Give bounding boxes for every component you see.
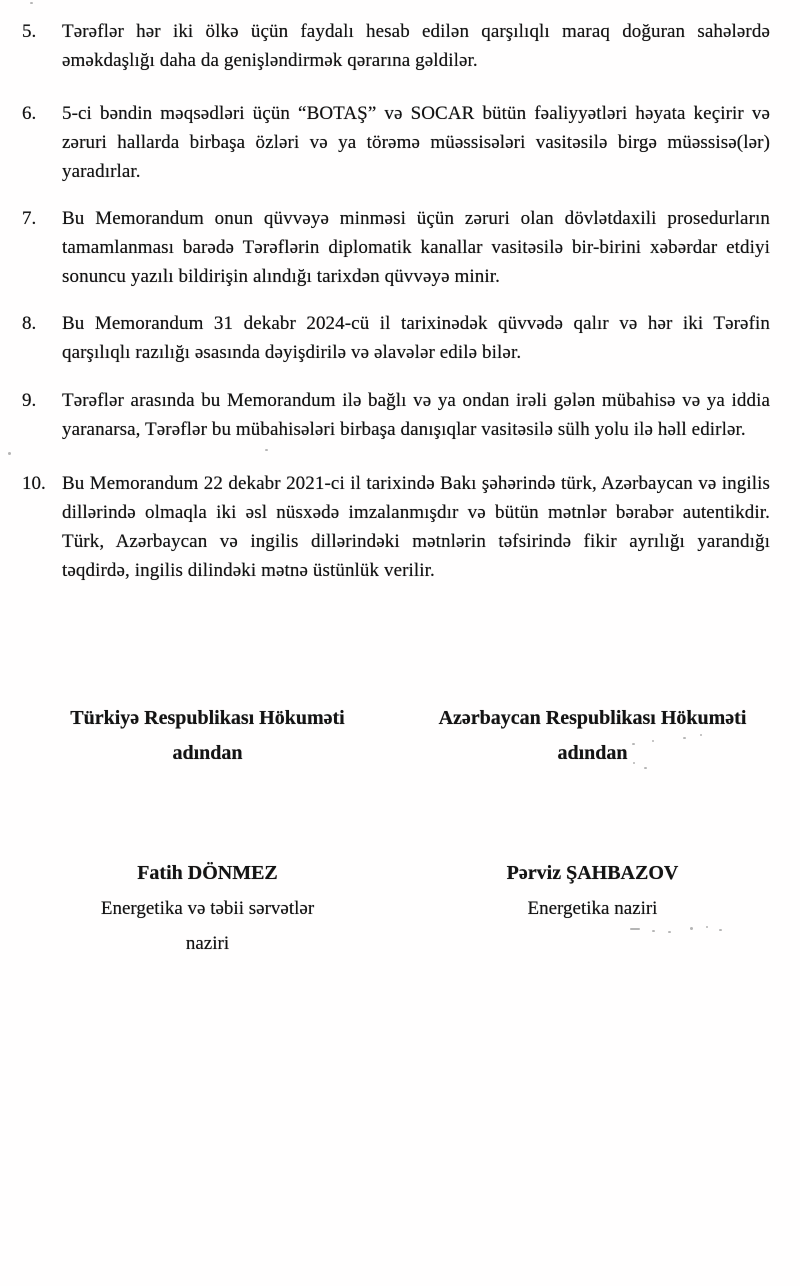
memo-clause-list — [22, 17, 770, 585]
signatory-name: Fatih DÖNMEZ — [137, 862, 278, 884]
memo-clause-10 — [22, 469, 770, 585]
scan-speck — [668, 931, 671, 933]
government-name: Azərbaycan Respublikası Hökuməti — [438, 707, 747, 729]
scan-speck — [632, 743, 635, 745]
memo-clause-6 — [22, 99, 770, 186]
signatory-name: Pərviz ŞAHBAZOV — [506, 862, 679, 884]
signature-header-row — [0, 701, 800, 771]
scan-speck — [700, 734, 702, 736]
clause-text: Tərəflər arasında bu Memorandum ilə bağlı və ya ondan irəli gələn mübahisə və ya iddia yaranarsa, Tərəflər bu mübahisələri birbaşa danışıqlar vasitəsilə sülh yolu ilə həll edirlər. — [62, 390, 770, 440]
scan-speck — [30, 2, 33, 4]
scan-speck — [719, 929, 722, 931]
memo-clause-9 — [22, 386, 770, 444]
scan-speck — [633, 762, 635, 764]
scan-speck — [683, 737, 686, 739]
signatory-title-line: naziri — [185, 933, 230, 954]
scan-speck — [265, 449, 268, 451]
memo-clause-8 — [22, 309, 770, 367]
signature-header-turkiye — [35, 701, 380, 771]
clause-number: 8. — [22, 313, 37, 334]
signatory-right — [415, 856, 770, 961]
signatory-row — [0, 856, 800, 961]
clause-text: Bu Memorandum 31 dekabr 2024-cü il tarixinədək qüvvədə qalır və hər iki Tərəfin qarşılıqlı razılığı əsasında dəyişdirilə və əlavələr edilə bilər. — [62, 313, 770, 363]
on-behalf-label: adından — [557, 742, 628, 764]
clause-text: 5-ci bəndin məqsədləri üçün “BOTAŞ” və SOCAR bütün fəaliyyətləri həyata keçirir və zəruri hallarda birbaşa özləri və ya törəmə müəssisələri vasitəsilə birgə müəssisə(lər) yaradırlar. — [62, 103, 770, 182]
clause-number: 10. — [22, 473, 46, 494]
memo-clause-7 — [22, 204, 770, 291]
signatory-title-line: Energetika və təbii sərvətlər — [100, 898, 315, 919]
clause-number: 5. — [22, 21, 37, 42]
scan-speck — [8, 452, 11, 455]
scan-speck — [690, 927, 693, 930]
signature-header-azerbaycan — [415, 701, 770, 771]
clause-text: Bu Memorandum 22 dekabr 2021-ci il tarixində Bakı şəhərində türk, Azərbaycan və ingilis dillərində olmaqla iki əsl nüsxədə imzalanmışdır və bütün mətnlər bərabər autentikdir. Türk, Azərbaycan və ingilis dillərindəki mətnlərin təfsirində fikir ayrılığı yarandığı təqdirdə, ingilis dilindəki mətnə üstünlük verilir. — [62, 473, 770, 581]
clause-number: 7. — [22, 208, 37, 229]
scan-speck — [644, 767, 647, 769]
signatory-title-line: Energetika naziri — [527, 898, 658, 919]
clause-number: 9. — [22, 390, 37, 411]
on-behalf-label: adından — [172, 742, 243, 764]
memo-clause-5 — [22, 17, 770, 75]
clause-number: 6. — [22, 103, 37, 124]
scan-speck — [652, 740, 654, 742]
scan-speck — [630, 928, 640, 930]
scan-speck — [706, 926, 708, 928]
government-name: Türkiyə Respublikası Hökuməti — [70, 707, 345, 729]
clause-text: Tərəflər hər iki ölkə üçün faydalı hesab edilən qarşılıqlı maraq doğuran sahələrdə əməkdaşlığı daha da genişləndirmək qərarına gəldilər. — [62, 21, 770, 71]
signatory-left — [35, 856, 380, 961]
scan-speck — [652, 930, 655, 932]
clause-text: Bu Memorandum onun qüvvəyə minməsi üçün zəruri olan dövlətdaxili prosedurların tamamlanması barədə Tərəflərin diplomatik kanallar vasitəsilə bir-birini xəbərdar etdiyi sonuncu yazılı bildirişin alındığı tarixdən qüvvəyə minir. — [62, 208, 770, 287]
